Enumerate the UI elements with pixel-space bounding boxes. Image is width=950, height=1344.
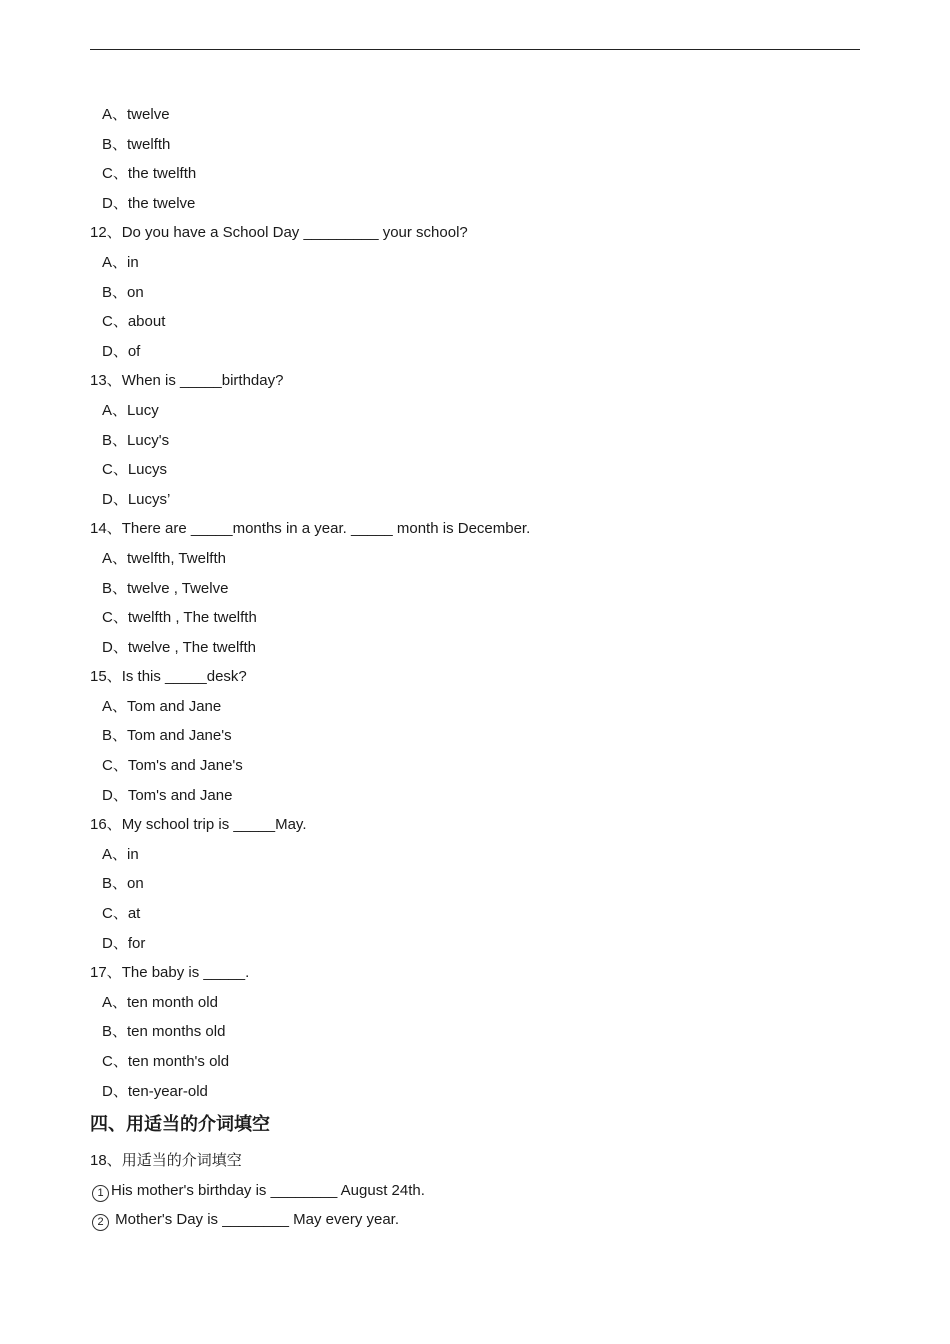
option-line: C、at <box>102 905 141 923</box>
option-line: A、twelve <box>102 106 170 123</box>
option-line: C、ten month's old <box>102 1053 230 1070</box>
document-body <box>90 100 860 1235</box>
question-stem: 16、My school trip is _____May. <box>90 816 307 834</box>
option-line: A、in <box>102 845 139 863</box>
question-stem: 18、用适当的介词填空 <box>90 1151 242 1170</box>
option-line: C、twelfth , The twelfth <box>102 609 257 627</box>
question-stem: 13、When is _____birthday? <box>90 372 284 390</box>
section-heading: 四、用适当的介词填空 <box>90 1114 270 1136</box>
option-line: D、Lucys’ <box>102 490 171 508</box>
fill-in-item: 2 Mother's Day is ________ May every year. <box>90 1205 860 1235</box>
option-line: D、twelve , The twelfth <box>102 638 256 656</box>
question-stem: 14、There are _____months in a year. _____ month is December. <box>90 520 531 538</box>
option-line: B、ten months old <box>102 1023 226 1041</box>
question-stem: 17、The baby is _____. <box>90 964 250 982</box>
option-line: A、twelfth, Twelfth <box>102 549 226 567</box>
option-line: B、Tom and Jane's <box>102 727 232 745</box>
option-line: C、about <box>102 313 166 331</box>
question-stem: 12、Do you have a School Day _________ your school? <box>90 224 468 242</box>
header-rule <box>90 49 860 50</box>
option-line: D、Tom's and Jane <box>102 786 233 804</box>
option-line: D、of <box>102 342 141 360</box>
option-line: B、on <box>102 875 144 893</box>
option-line: B、twelve , Twelve <box>102 579 229 597</box>
option-line: B、on <box>102 283 144 301</box>
option-line: A、Lucy <box>102 401 159 419</box>
option-line: D、ten-year-old <box>102 1082 208 1100</box>
option-line: C、Tom's and Jane's <box>102 757 243 775</box>
option-line: A、ten month old <box>102 993 218 1011</box>
question-stem: 15、Is this _____desk? <box>90 668 247 686</box>
option-line: A、Tom and Jane <box>102 697 222 715</box>
option-line: C、Lucys <box>102 461 168 479</box>
option-line: B、twelfth <box>102 135 171 153</box>
circled-number: 1 <box>92 1185 109 1202</box>
option-line: B、Lucy's <box>102 431 170 449</box>
option-line: C、the twelfth <box>102 165 197 183</box>
option-line: D、the twelve <box>102 194 196 212</box>
fill-in-item: 1 His mother's birthday is ________ August 24th. <box>90 1176 860 1206</box>
option-line: A、in <box>102 253 139 271</box>
option-line: D、for <box>102 934 146 952</box>
circled-number: 2 <box>92 1214 109 1231</box>
